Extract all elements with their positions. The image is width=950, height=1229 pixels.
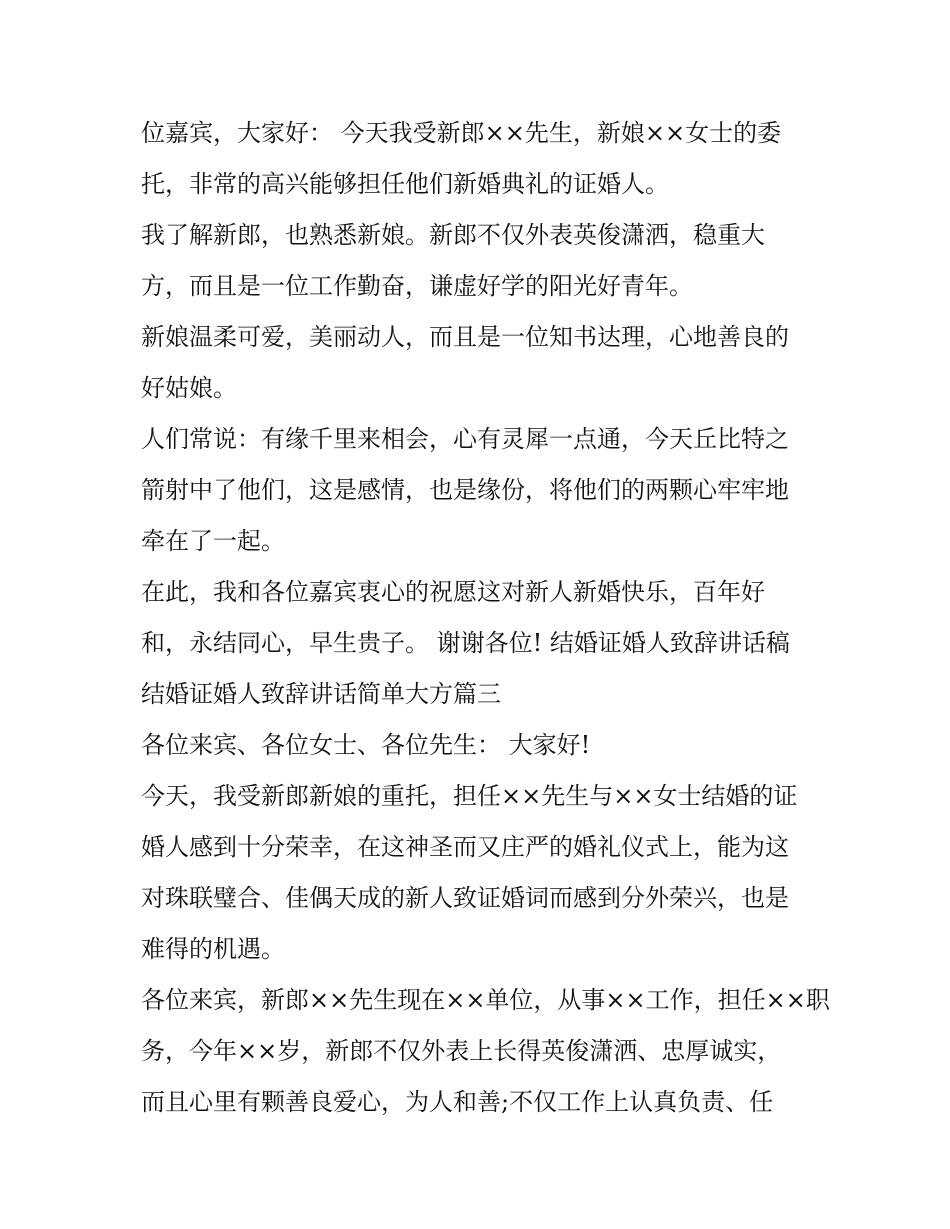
text-line: 今天，我受新郎新娘的重托，担任××先生与××女士结婚的证 [141, 782, 798, 810]
text-line: 托，非常的高兴能够担任他们新婚典礼的证婚人。 [141, 170, 669, 198]
text-line: 对珠联璧合、佳偶天成的新人致证婚词而感到分外荣兴，也是 [141, 884, 789, 912]
text-line: 箭射中了他们，这是感情，也是缘份，将他们的两颗心牢牢地 [141, 476, 789, 504]
text-line: 各位来宾、各位女士、各位先生： 大家好! [141, 731, 591, 759]
text-line: 我了解新郎，也熟悉新娘。新郎不仅外表英俊潇洒，稳重大 [141, 221, 765, 249]
text-line: 在此，我和各位嘉宾衷心的祝愿这对新人新婚快乐，百年好 [141, 578, 765, 606]
text-line: 好姑娘。 [141, 374, 237, 402]
text-line: 和，永结同心，早生贵子。 谢谢各位! 结婚证婚人致辞讲话稿 [141, 629, 790, 657]
document-body [141, 108, 830, 1128]
text-line: 位嘉宾，大家好： 今天我受新郎××先生，新娘××女士的委 [141, 119, 782, 147]
text-line: 而且心里有颗善良爱心，为人和善;不仅工作上认真负责、任 [141, 1088, 774, 1116]
text-line: 方，而且是一位工作勤奋，谦虚好学的阳光好青年。 [141, 272, 693, 300]
text-line: 难得的机遇。 [141, 935, 285, 963]
section-heading: 结婚证婚人致辞讲话简单大方篇三 [141, 680, 501, 708]
text-line: 人们常说：有缘千里来相会，心有灵犀一点通，今天丘比特之 [141, 425, 789, 453]
text-line: 各位来宾，新郎××先生现在××单位，从事××工作，担任××职 [141, 986, 830, 1014]
text-line: 牵在了一起。 [141, 527, 285, 555]
text-line: 务，今年××岁，新郎不仅外表上长得英俊潇洒、忠厚诚实， [141, 1037, 782, 1065]
text-line: 新娘温柔可爱，美丽动人，而且是一位知书达理，心地善良的 [141, 323, 789, 351]
text-line: 婚人感到十分荣幸，在这神圣而又庄严的婚礼仪式上，能为这 [141, 833, 789, 861]
